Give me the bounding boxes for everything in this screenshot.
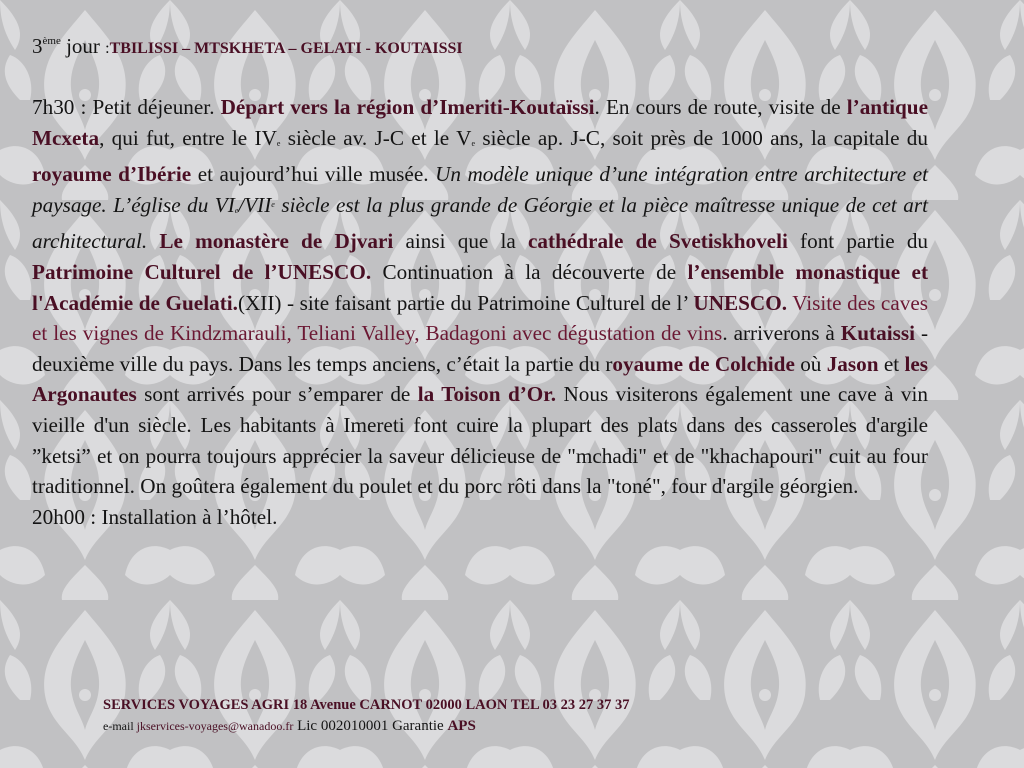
company-info: SERVICES VOYAGES AGRI 18 Avenue CARNOT 02000 LAON TEL 03 23 27 37 37	[103, 697, 630, 713]
italic-quote: siècle est la plus grande de Géorgie et la pièce maîtresse unique de cet art architectural.	[32, 192, 929, 254]
text-run: ainsi que la	[393, 229, 529, 254]
highlight-iberia: royaume d’Ibérie	[32, 162, 192, 187]
highlight-argonautes: les Argonautes	[32, 351, 928, 407]
licence-text: Lic 002010001 Garantie	[293, 718, 448, 734]
highlight-svetiskhoveli: cathédrale de Svetiskhoveli	[528, 229, 788, 254]
footer	[103, 695, 630, 737]
ordinal-mark: e	[271, 199, 275, 209]
italic-quote: Un modèle unique d’une intégration entre architecture et paysage. L’église du VI	[32, 162, 928, 217]
text-run: et	[878, 351, 905, 376]
ordinal-mark: e	[471, 138, 476, 148]
itinerary-body	[32, 92, 928, 532]
highlight-mcxeta: l’antique Mcxeta	[32, 95, 928, 150]
highlight-unesco: Patrimoine Culturel de l’UNESCO.	[32, 259, 372, 284]
text-run: siècle av. J-C et le V	[280, 125, 472, 150]
text-run: font partie du	[787, 229, 929, 254]
text-run: siècle ap. J-C, soit près de 1000 ans, la capitale du	[475, 125, 928, 150]
text-run: 7h30 : Petit déjeuner.	[32, 95, 221, 119]
text-run: . En cours de route, visite de	[594, 95, 847, 119]
arrival-line: 20h00 : Installation à l’hôtel.	[32, 504, 278, 529]
day-suffix: ème	[42, 35, 61, 47]
aps-label: APS	[447, 718, 476, 734]
text-run: (XII) - site faisant partie du Patrimoine Culturel de l’	[237, 290, 694, 315]
wine-tasting-text: Visite des caves et les vignes de Kindzmarauli, Teliani Valley, Badagoni avec dégustation de vins	[32, 290, 928, 346]
text-run	[147, 229, 159, 253]
highlight-unesco-2: UNESCO.	[693, 290, 787, 315]
text-run: où	[794, 351, 827, 376]
text-run: sont arrivés pour s’emparer de	[136, 382, 418, 407]
text-run: Nous visiterons également une cave à vin vieille d'un siècle. Les habitants à Imereti font cuire la plupart des plats dans des casseroles d'argile ”ketsi” et on pourra toujours apprécier la saveur délicieuse de "mchadi" et de "khachapouri" cuit au four traditionnel. On goûtera également du poulet et du porc rôti dans la "toné", four d'argile géorgien.	[32, 382, 928, 499]
route-heading: TBILISSI – MTSKHETA – GELATI - KOUTAISSI	[109, 40, 463, 57]
highlight-jason: Jason	[826, 351, 879, 376]
text-run: - deuxième ville du pays. Dans les temps anciens, c’était la partie du r	[32, 321, 929, 376]
itinerary-paragraph	[32, 92, 928, 502]
day-title	[32, 33, 463, 62]
email-link[interactable]: jkservices-voyages@wanadoo.fr	[136, 719, 294, 733]
highlight-departure: Départ vers la région d’Imeriti-Koutaïssi	[220, 95, 595, 119]
day-word: jour	[66, 34, 100, 58]
contact-line	[103, 715, 630, 737]
highlight-guelati: l’ensemble monastique et l'Académie de Guelati.	[32, 259, 929, 315]
email-label: e-mail	[103, 719, 137, 733]
title-colon: :	[105, 40, 110, 57]
text-run: , qui fut, entre le IV	[99, 125, 277, 150]
ordinal-mark: e	[234, 205, 239, 215]
italic-quote: /VII	[238, 192, 272, 217]
text-run: Continuation à la découverte de	[371, 259, 688, 284]
ordinal-mark: e	[276, 138, 281, 148]
highlight-kutaissi: Kutaissi	[840, 321, 915, 346]
highlight-toison: la Toison d’Or.	[417, 382, 557, 407]
text-run: . arriverons à	[722, 321, 841, 346]
text-run: et aujourd’hui ville musée.	[191, 162, 436, 187]
highlight-colchide: oyaume de Colchide	[612, 351, 795, 376]
day-number: 3	[32, 34, 43, 58]
highlight-djvari: Le monastère de Djvari	[159, 229, 394, 254]
